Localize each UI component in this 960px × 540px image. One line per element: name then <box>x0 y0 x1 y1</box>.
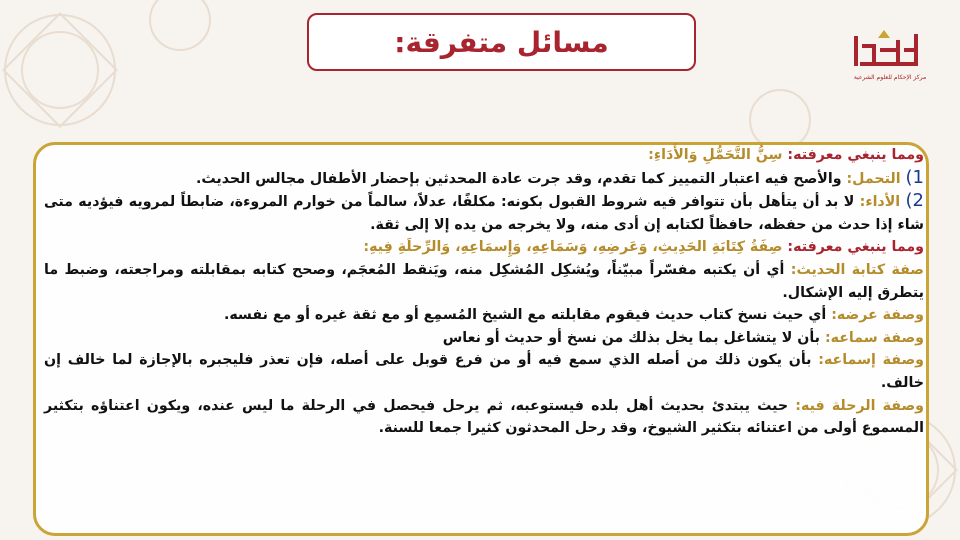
section2-item <box>44 349 924 394</box>
section2-item <box>44 304 924 327</box>
section1-item-1 <box>44 167 924 191</box>
item-label: التحمل: <box>846 170 901 187</box>
item-text: لا بد أن يتأهل بأن تتوافر فيه شروط القبول بكونه: مكلفًا، عدلاً، سالماً من خوارم المروءة، ضابطاً لمرويه فيؤديه متى شاء إذا حدث من حفظه، حافظاً لكتابه إن أدى منه، ولا يخرجه من يده إلا إلى ثقة. <box>44 194 924 233</box>
title-box <box>307 13 696 71</box>
item-text: بأن لا يتشاغل بما يخل بذلك من نسخ أو حديث أو نعاس <box>442 329 820 346</box>
section2-heading-line <box>44 236 924 259</box>
section2-item <box>44 327 924 350</box>
item-text: حيث يبتدئ بحديث أهل بلده فيستوعبه، ثم يرحل فيحصل في الرحلة ما ليس عنده، ويكون اعتناؤه بتكثير المسموع أولى من اعتنائه بتكثير الشيوخ، وقد رحل المحدثون كثيرا جمعا للسنة. <box>44 397 924 437</box>
item-label: صفة كتابة الحديث: <box>790 261 924 278</box>
item-label: وصفة الرحلة فيه: <box>795 397 924 414</box>
item-text: أي أن يكتبه مفسّراً مبيّناً، ويُشكِل المُشكِل منه، ويَنقط المُعجَم، وصحح كتابه بمقابلته ومراجعته، وضبط ما يتطرق إليه الإشكال. <box>44 261 924 301</box>
section2-item <box>44 259 924 304</box>
item-label: وصفة سماعه: <box>824 329 924 346</box>
content-body <box>44 144 924 440</box>
section1-heading: سِنُّ التَّحَمُّلِ وَالأَدَاءِ: <box>648 147 783 163</box>
item-text: بأن يكون ذلك من أصله الذي سمع فيه أو من فرع قوبل على أصله، فإن تعذر فليجبره بالإجازة لما خالف إن خالف. <box>44 352 924 391</box>
item-label: الأداء: <box>859 194 901 211</box>
item-text: والأصح فيه اعتبار التمييز كما تقدم، وقد جرت عادة المحدثين بإحضار الأطفال مجالس الحديث. <box>195 170 842 187</box>
section1-intro: ومما ينبغي معرفته: <box>787 147 924 163</box>
section2-item <box>44 395 924 440</box>
section2-heading: صِفَةُ كِتَابَةِ الحَدِيثِ، وَعَرضِهِ، وَسَمَاعِهِ، وَإِسمَاعِهِ، وَالرِّحلَةِ فِيهِ: <box>363 239 783 256</box>
logo <box>850 26 930 96</box>
item-text: أي حيث نسخ كتاب حديث فيقوم مقابلته مع الشيخ المُسمِع أو مع ثقة غيره أو مع نفسه. <box>223 307 827 324</box>
section1-item-2 <box>44 190 924 236</box>
item-number: 2) <box>905 190 924 212</box>
logo-subtitle: مركز الإحكام للعلوم الشرعية <box>853 74 927 81</box>
logo-mark-icon <box>850 26 930 74</box>
item-label: وصفة عرضه: <box>831 307 924 324</box>
section1-heading-line <box>44 144 924 167</box>
item-label: وصفة إسماعه: <box>818 352 925 369</box>
item-number: 1) <box>905 166 924 188</box>
section2-intro: ومما ينبغي معرفته: <box>787 239 924 256</box>
page-title: مسائل متفرقة: <box>394 25 609 59</box>
